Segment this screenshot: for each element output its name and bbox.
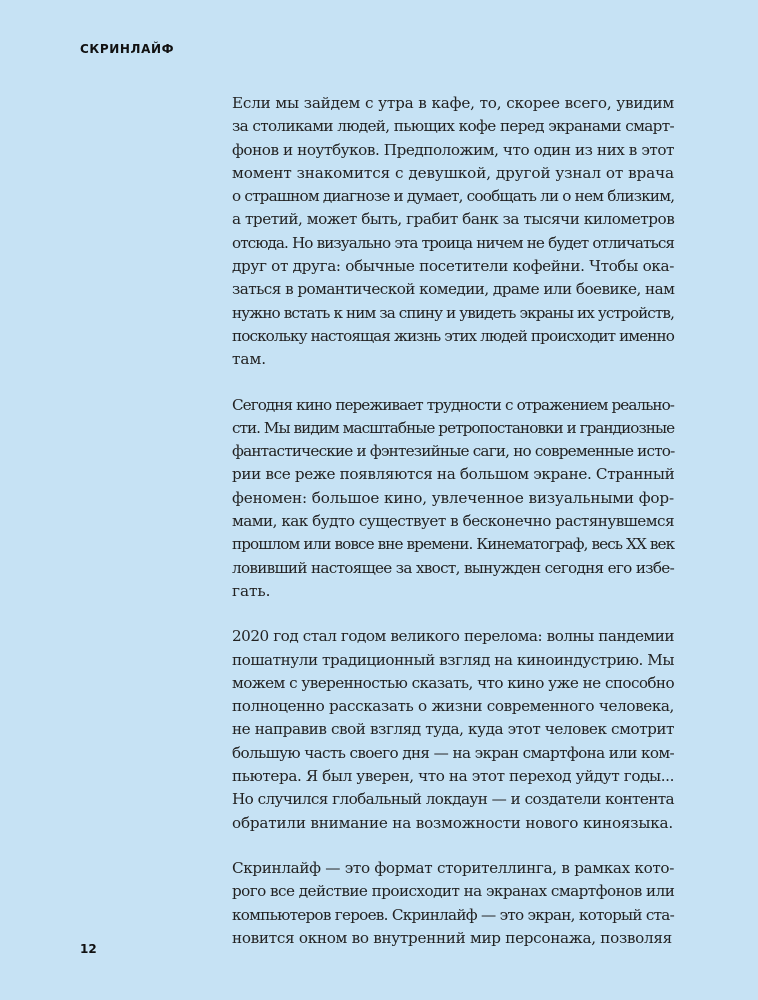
paragraph <box>232 625 674 835</box>
text-line: нужно встать к ним за спину и увидеть экраны их устройств, <box>232 303 674 322</box>
paragraph <box>232 394 674 604</box>
text-line: заться в романтической комедии, драме или боевике, нам <box>232 280 675 299</box>
text-line: фонов и ноутбуков. Предположим, что один из них в этот <box>232 140 674 159</box>
text-line: за столиками людей, пьющих кофе перед экранами смарт- <box>232 117 674 136</box>
text-line: рого все действие происходит на экранах смартфонов или <box>232 882 675 901</box>
text-line: не направив свой взгляд туда, куда этот человек смотрит <box>232 720 674 739</box>
text-line: Если мы зайдем с утра в кафе, то, скорее всего, увидим <box>232 94 674 112</box>
text-line: о страшном диагнозе и думает, сообщать ли о нем близким, <box>232 187 675 206</box>
text-line: рии все реже появляются на большом экране. Странный <box>232 465 675 484</box>
text-line: прошлом или вовсе вне времени. Кинематограф, весь XX век <box>232 535 675 554</box>
text-line: пошатнули традиционный взгляд на киноиндустрию. Мы <box>232 650 674 669</box>
text-line: там. <box>232 350 267 369</box>
text-line: ловивший настоящее за хвост, вынужден сегодня его избе- <box>232 558 674 577</box>
text-line: полноценно рассказать о жизни современного человека, <box>232 697 674 716</box>
text-line: гать. <box>232 581 271 600</box>
text-line: Скринлайф — это формат сторителлинга, в рамках кото- <box>232 858 674 877</box>
body-text <box>232 92 674 972</box>
text-line: поскольку настоящая жизнь этих людей происходит именно <box>232 326 674 345</box>
text-line: можем с уверенностью сказать, что кино уже не способно <box>232 673 674 692</box>
text-line: феномен: большое кино, увлеченное визуальными фор- <box>232 488 674 507</box>
text-line: большую часть своего дня — на экран смартфона или ком- <box>232 743 674 762</box>
text-line: компьютеров героев. Скринлайф — это экран, который ста- <box>232 905 674 924</box>
text-line: друг от друга: обычные посетители кофейни. Чтобы ока- <box>232 257 674 276</box>
text-line: Но случился глобальный локдаун — и создатели контента <box>232 790 674 809</box>
text-line: новится окном во внутренний мир персонажа, позволяя <box>232 928 672 947</box>
text-line: обратили внимание на возможности нового киноязыка. <box>232 813 674 832</box>
text-line: отсюда. Но визуально эта троица ничем не будет отличаться <box>232 233 674 252</box>
text-line: пьютера. Я был уверен, что на этот переход уйдут годы... <box>232 767 674 786</box>
text-line: 2020 год стал годом великого перелома: волны пандемии <box>232 627 674 646</box>
paragraph <box>232 92 674 372</box>
running-header-title: СКРИНЛАЙФ <box>80 42 175 56</box>
text-line: момент знакомится с девушкой, другой узнал от врача <box>232 163 674 182</box>
text-line: а третий, может быть, грабит банк за тысячи километров <box>232 210 675 229</box>
page-number: 12 <box>80 942 97 956</box>
text-line: мами, как будто существует в бесконечно растянувшемся <box>232 512 674 531</box>
text-line: Сегодня кино переживает трудности с отражением реально- <box>232 395 674 414</box>
text-line: сти. Мы видим масштабные ретропостановки и грандиозные <box>232 418 675 437</box>
paragraph <box>232 857 674 950</box>
text-line: фантастические и фэнтезийные саги, но современные исто- <box>232 442 675 461</box>
